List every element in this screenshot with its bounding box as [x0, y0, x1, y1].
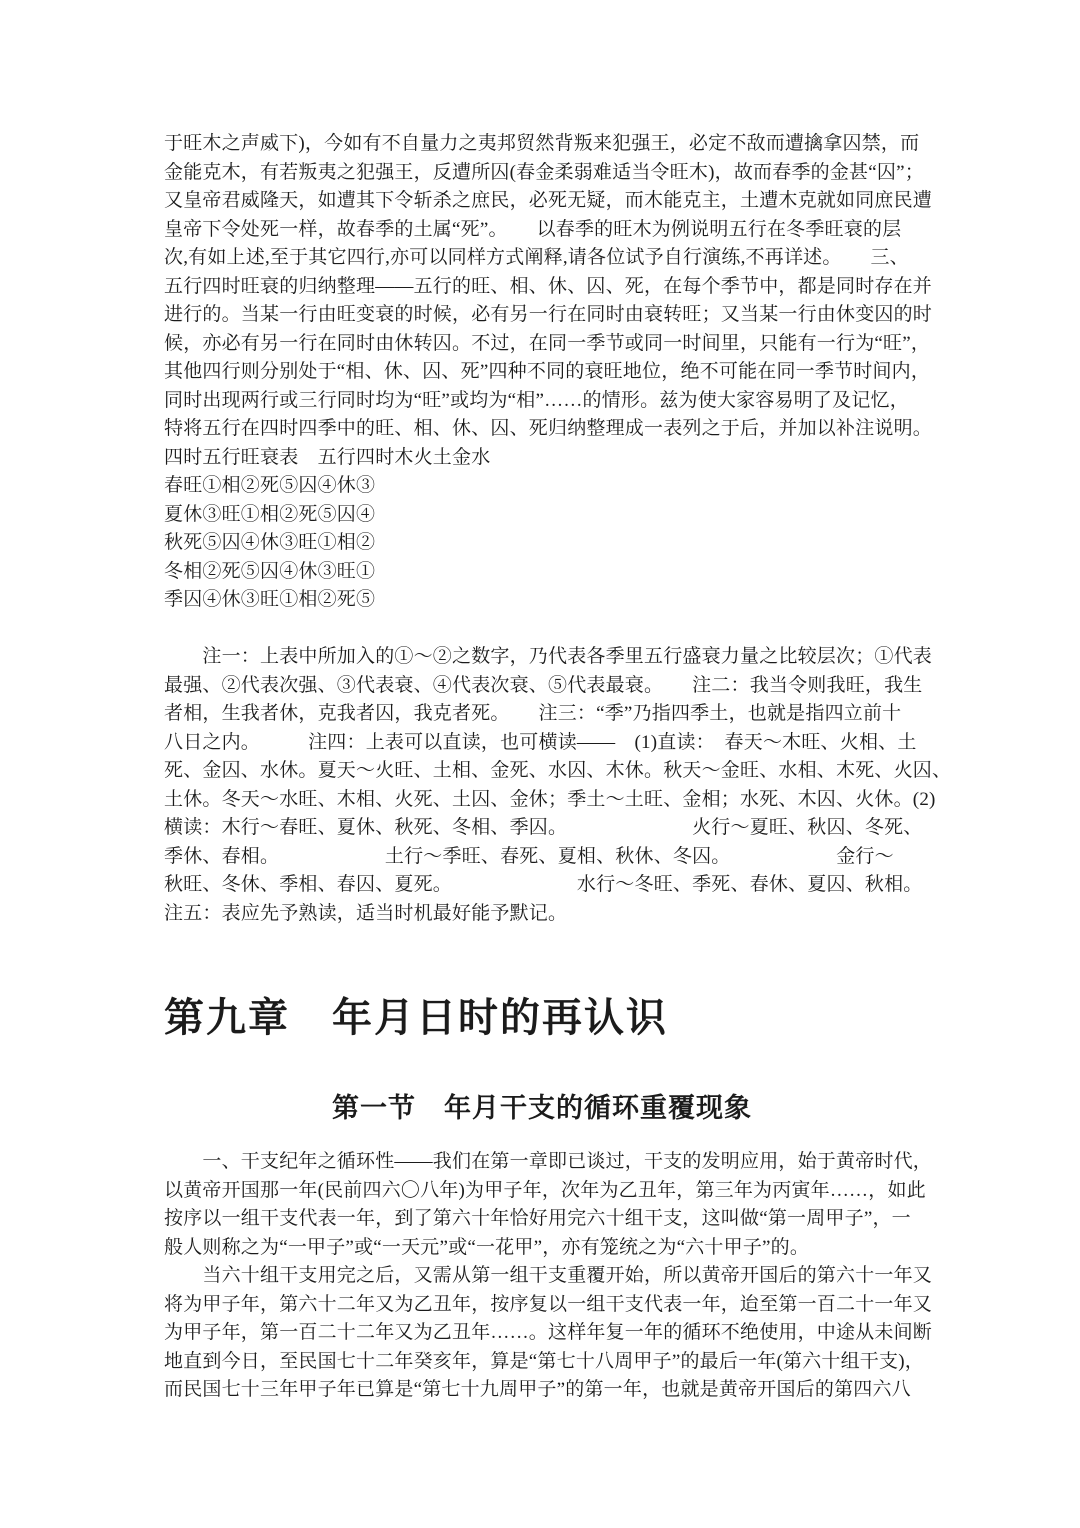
- wangshuai-table: [164, 472, 920, 615]
- note-line: 注五：表应先予熟读，适当时机最好能予默记。: [164, 902, 568, 924]
- body-text-line: 当六十组干支用完之后，又需从第一组干支重覆开始，所以黄帝开国后的第六十一年又: [164, 1265, 933, 1287]
- body-text-line: 地直到今日，至民国七十二年癸亥年，算是“第七十八周甲子”的最后一年(第六十组干支)，: [164, 1350, 924, 1372]
- note-line: 秋旺、冬休、季相、春囚、夏死。 水行～冬旺、季死、春休、夏囚、秋相。: [164, 874, 923, 895]
- note-line: 季休、春相。 土行～季旺、春死、夏相、秋休、冬囚。 金行～: [164, 845, 894, 867]
- table-row: 春旺①相②死⑤囚④休③: [164, 475, 376, 496]
- body-text-line: 候，亦必有另一行在同时由休转囚。不过，在同一季节或同一时间里，只能有一行为“旺”，: [164, 332, 931, 354]
- table-row: 秋死⑤囚④休③旺①相②: [164, 532, 376, 553]
- chapter-heading: 第九章 年月日时的再认识: [164, 995, 668, 1040]
- body-text-line: 同时出现两行或三行同时均为“旺”或均为“相”……的情形。兹为使大家容易明了及记忆，: [164, 389, 909, 411]
- body-text-line: 于旺木之声威下)，今如有不自量力之夷邦贸然背叛来犯强王，必定不敌而遭擒拿囚禁，而: [164, 133, 920, 154]
- body-text-line: 其他四行则分别处于“相、休、囚、死”四种不同的衰旺地位，绝不可能在同一季节时间内，: [164, 361, 931, 382]
- notes-paragraph: [164, 643, 952, 928]
- table-row: 夏休③旺①相②死⑤囚④: [164, 503, 376, 525]
- body-text-line: 而民国七十三年甲子年已算是“第七十九周甲子”的第一年，也就是黄帝开国后的第四六八: [164, 1379, 911, 1401]
- body-text-line: 按序以一组干支代表一年，到了第六十年恰好用完六十组干支，这叫做“第一周甲子”，一: [164, 1208, 911, 1230]
- note-line: 者相，生我者休，克我者囚，我克者死。 注三：“季”乃指四季土，也就是指四立前十: [164, 703, 902, 724]
- section-paragraph-1: [164, 1148, 933, 1262]
- body-text-line: 一、干支纪年之循环性——我们在第一章即已谈过，干支的发明应用，始于黄帝时代，: [164, 1151, 933, 1173]
- blank-line: [164, 615, 920, 644]
- section-heading: 第一节 年月干支的循环重覆现象: [332, 1093, 752, 1123]
- section-paragraph-2: [164, 1262, 933, 1405]
- body-text-line: 般人则称之为“一甲子”或“一天元”或“一花甲”，亦有笼统之为“六十甲子”的。: [164, 1236, 810, 1258]
- body-text-line: 又皇帝君威隆天，如遭其下令斩杀之庶民，必死无疑，而木能克主，土遭木克就如同庶民遭: [164, 190, 933, 211]
- note-line: 土休。冬天～水旺、木相、火死、土囚、金休；季土～土旺、金相；水死、木囚、火休。(2): [164, 788, 936, 810]
- body-text-line: 金能克木，有若叛夷之犯强王，反遭所囚(春金柔弱难适当令旺木)，故而春季的金甚“囚”；: [164, 161, 924, 183]
- note-line: 注一：上表中所加入的①～②之数字，乃代表各季里五行盛衰力量之比较层次；①代表: [164, 646, 933, 667]
- intro-paragraph: [164, 130, 933, 472]
- body-text-line: 五行四时旺衰的归纳整理——五行的旺、相、休、囚、死，在每个季节中，都是同时存在并: [164, 275, 933, 297]
- body-text-line: 皇帝下令处死一样，故春季的土属“死”。 以春季的旺木为例说明五行在冬季旺衰的层: [164, 218, 902, 240]
- table-row: 季囚④休③旺①相②死⑤: [164, 589, 376, 610]
- body-text-line: 为甲子年，第一百二十二年又为乙丑年……。这样年复一年的循环不绝使用，中途从未间断: [164, 1322, 933, 1344]
- body-text-line: 特将五行在四时四季中的旺、相、休、囚、死归纳整理成一表列之于后，并加以补注说明。: [164, 418, 933, 439]
- note-line: 横读：木行～春旺、夏休、秋死、冬相、季囚。 火行～夏旺、秋囚、冬死、: [164, 817, 923, 838]
- note-line: 死、金囚、水休。夏天～火旺、土相、金死、水囚、木休。秋天～金旺、水相、木死、火囚、: [164, 760, 952, 781]
- table-row: 冬相②死⑤囚④休③旺①: [164, 560, 376, 582]
- note-line: 最强、②代表次强、③代表衰、④代表次衰、⑤代表最衰。 注二：我当令则我旺，我生: [164, 674, 923, 696]
- body-text-line: 进行的。当某一行由旺变衰的时候，必有另一行在同时由衰转旺；又当某一行由休变囚的时: [164, 304, 933, 325]
- body-text-line: 次,有如上述,至于其它四行,亦可以同样方式阐释,请各位试予自行演练,不再详述。 三、: [164, 247, 909, 268]
- note-line: 八日之内。 注四：上表可以直读，也可横读—— (1)直读： 春天～木旺、火相、土: [164, 731, 917, 753]
- page-content: [164, 130, 952, 1405]
- body-text-line: 将为甲子年，第六十二年又为乙丑年，按序复以一组干支代表一年，迨至第一百二十一年又: [164, 1293, 933, 1315]
- body-text-line: 以黄帝开国那一年(民前四六〇八年)为甲子年，次年为乙丑年，第三年为丙寅年……，如此: [164, 1179, 926, 1201]
- body-text-line: 四时五行旺衰表 五行四时木火土金水: [164, 446, 491, 468]
